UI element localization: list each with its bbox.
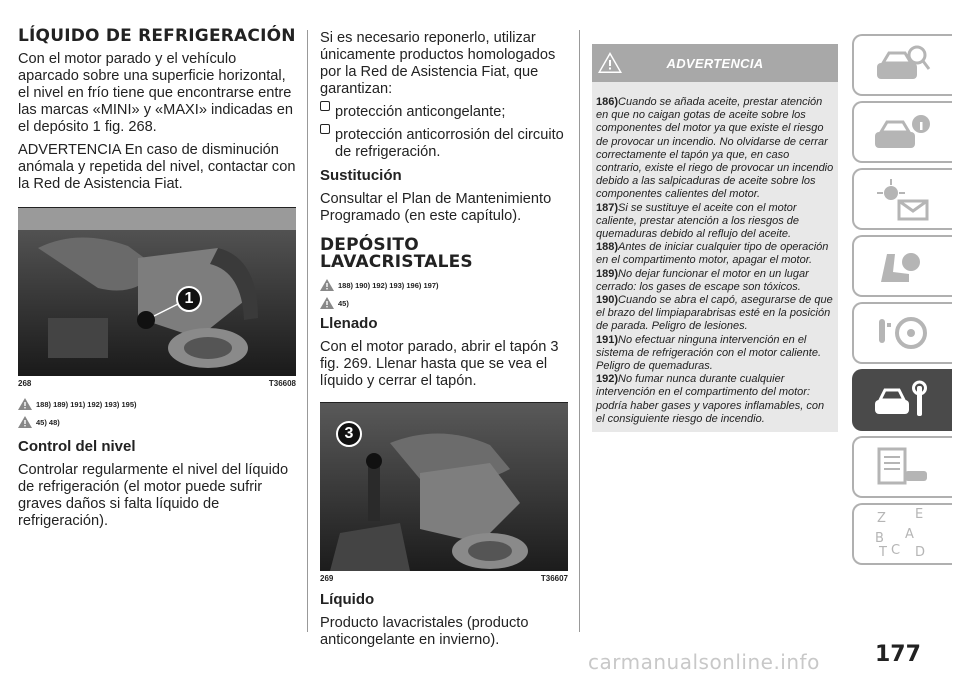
index-letter: E [915,508,924,522]
refs-text: 188) 190) 192) 193) 196) 197) [338,280,439,290]
subheading-liquid: Líquido [320,591,375,608]
chapter-tab-8[interactable] [852,503,952,565]
index-letter: Z [877,511,886,526]
figure-code: T36608 [268,379,296,388]
warning-triangle-icon [18,416,32,428]
warning-triangle-icon [18,398,32,410]
paragraph: Producto lavacristales (producto anticongelante en invierno). [320,615,529,648]
chapter-tab-6[interactable] [852,369,952,431]
checkbox-bullet-icon [320,101,330,111]
warning-triangle-icon [598,52,622,73]
paragraph: Controlar regularmente el nivel del líquido de refrigeración (el motor puede sufrir graves daños si falta líquido de refrigeración). [18,462,289,529]
chapter-tab-4[interactable] [852,235,952,297]
warning-text: Cuando se abra el capó, asegurarse de que el brazo del limpiaparabrisas esté en la posición de parada. Peligro de lesiones. [596,294,833,333]
warning-item [596,202,834,242]
warning-refs [18,398,296,410]
warning-triangle-icon [320,279,334,291]
list-item: protección anticongelante; [320,98,568,121]
paragraph: Con el motor parado, abrir el tapón 3 fig. 269. Llenar hasta que se vea el líquido y cerrar el tapón. [320,339,559,389]
subheading-replacement: Sustitución [320,167,402,184]
warning-number: 186) [596,96,619,108]
warning-refs [320,297,568,309]
warning-item [596,334,834,374]
car-info-icon [871,108,935,156]
figure-code: T36607 [540,574,568,583]
list-item: protección anticorrosión del circuito de refrigeración. [320,121,568,161]
warning-number: 190) [596,294,619,307]
column-2 [320,28,568,649]
index-letter: B [875,531,884,546]
car-search-icon [871,41,935,89]
warning-text: No efectuar ninguna intervención en el sistema de refrigeración con el motor caliente. Peligro de quemaduras. [596,333,821,373]
warning-text: No fumar nunca durante cualquier intervención en el compartimento del motor: podría haber gases y vapores inflamables, con el consiguiente riesgo de incendio. [596,373,825,425]
warning-text: Antes de iniciar cualquier tipo de operación en el compartimento motor, apagar el motor. [596,241,829,267]
chapter-tab-1[interactable] [852,34,952,96]
warning-text: No dejar funcionar el motor en un lugar cerrado: los gases de escape son tóxicos. [596,267,809,293]
index-letter: D [915,545,926,560]
warning-lights-icon [871,175,935,223]
warning-number: 189) [596,267,619,280]
warning-refs [18,416,296,428]
page-number: 177 [875,642,921,667]
column-1 [18,28,296,530]
subheading-filling: Llenado [320,315,378,332]
subheading-level-check: Control del nivel [18,438,136,455]
warning-refs [320,279,568,291]
warning-item [596,241,834,267]
warning-number: 191) [596,333,619,346]
warning-triangle-icon [320,297,334,309]
warning-number: 187) [596,201,619,214]
refs-text: 45) [338,298,349,308]
refs-text: 45) 48) [36,417,60,427]
checkbox-bullet-icon [320,124,330,134]
paragraph: ADVERTENCIA En caso de disminución anómala y repetida del nivel, contactar con la Red de Asistencia Fiat. [18,142,296,192]
index-letters-icon [871,508,935,560]
chapter-tabs [852,34,958,570]
figure-number: 268 [18,379,32,388]
airbag-seat-icon [871,242,935,290]
figure-callout: 1 [176,286,202,312]
column-3 [592,44,838,432]
figure-number: 269 [320,574,334,583]
figure-269 [320,402,568,583]
warning-item [596,268,834,294]
warning-item [596,294,834,334]
chapter-tab-2[interactable] [852,101,952,163]
warning-number: 188) [596,241,619,254]
warning-text: Si se sustituye el aceite con el motor caliente, prestar atención a los riesgos de quemaduras debido al reflujo del aceite. [596,201,800,241]
chapter-tab-3[interactable] [852,168,952,230]
car-specs-icon [871,443,935,491]
key-steering-icon [871,309,935,357]
section-title-washer: DEPÓSITO LAVACRISTALES [320,235,473,272]
section-title-coolant: LÍQUIDO DE REFRIGERACIÓN [18,26,296,46]
warning-box-title: ADVERTENCIA [666,55,764,71]
warning-box-header [592,44,838,82]
chapter-tab-5[interactable] [852,302,952,364]
warning-item [596,96,834,202]
index-letter: C [891,543,901,558]
index-letter: T [879,545,887,560]
car-wrench-icon [871,376,935,424]
warning-item [596,373,834,426]
engine-photo [18,208,296,376]
paragraph: Si es necesario reponerlo, utilizar únicamente productos homologados por la Red de Asistencia Fiat, que garantizan: [320,30,556,97]
warning-text: Cuando se añada aceite, prestar atención en que no caigan gotas de aceite sobre los componentes del motor ya que existe el riesgo de provocar un incendio. No olvidarse de cerrar correctamente el tapón ya que, en caso contrario, existe el riego de provocar un incendio debido a las salpicaduras de aceite sobre los componentes calientes del motor. [596,96,834,201]
warning-box-body [592,82,838,432]
watermark: carmanualsonline.info [588,650,820,674]
refs-text: 188) 189) 191) 192) 193) 195) [36,399,137,409]
paragraph: Consultar el Plan de Mantenimiento Programado (en este capítulo). [320,191,552,224]
figure-268 [18,207,296,388]
chapter-tab-7[interactable] [852,436,952,498]
paragraph: Con el motor parado y el vehículo aparcado sobre una superficie horizontal, el nivel en frío tiene que encontrarse entre las marcas «MINI» y «MAXI» indicadas en el depósito 1 fig. 268. [18,51,293,135]
warning-number: 192) [596,373,619,386]
index-letter: A [905,527,914,542]
figure-callout: 3 [336,421,362,447]
